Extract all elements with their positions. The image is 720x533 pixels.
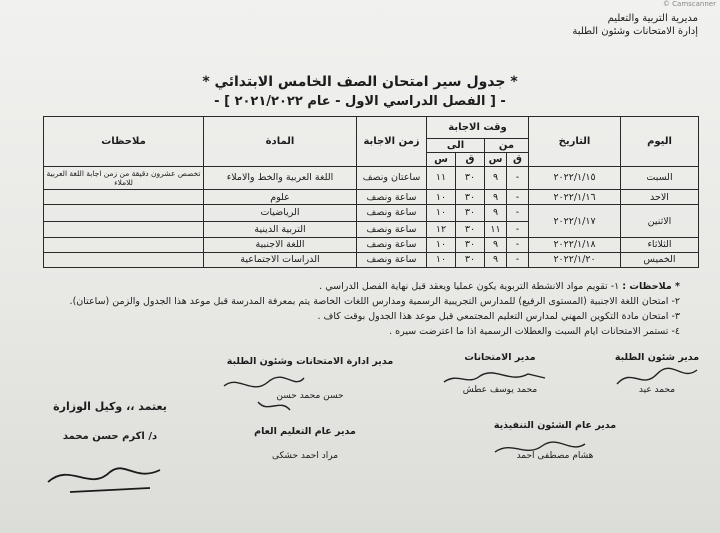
cell-duration: ساعتان ونصف <box>357 166 427 190</box>
cell-day: الخميس <box>621 252 699 267</box>
cell-duration: ساعة ونصف <box>357 190 427 205</box>
cell-from-m: - <box>507 252 529 267</box>
cell-to-h: ١٠ <box>427 252 456 267</box>
approval-label: يعتمد ،، وكيل الوزارة <box>53 400 167 413</box>
cell-duration: ساعة ونصف <box>357 237 427 252</box>
notes-section <box>70 279 680 339</box>
header-notes: ملاحظات <box>44 117 204 167</box>
signature-title: مدير ادارة الامتحانات وشئون الطلبة <box>226 356 394 367</box>
cell-date: ٢٠٢٢/١/١٦ <box>529 190 621 205</box>
table-row <box>44 237 699 252</box>
cell-to-h: ١٠ <box>427 190 456 205</box>
cell-date: ٢٠٢٢/١/٢٠ <box>529 252 621 267</box>
cell-date: ٢٠٢٢/١/١٧ <box>529 205 621 237</box>
cell-from-m: - <box>507 166 529 190</box>
cell-date: ٢٠٢٢/١/١٥ <box>529 166 621 190</box>
cell-to-m: ٣٠ <box>456 190 485 205</box>
cell-to-m: ٣٠ <box>456 166 485 190</box>
ministry-line-1: مديرية التربية والتعليم <box>607 13 698 24</box>
notes-label: * ملاحظات : <box>622 281 680 292</box>
table-row <box>44 166 699 190</box>
cell-to-h: ١٢ <box>427 221 456 237</box>
cell-from-m: - <box>507 237 529 252</box>
cell-from-h: ٩ <box>485 166 507 190</box>
approval-signature-mark <box>40 452 170 502</box>
signature-name: محمد عيد <box>638 385 676 395</box>
cell-to-h: ١١ <box>427 166 456 190</box>
note-item: ٤- تستمر الامتحانات ايام السبت والعطلات الرسمية اذا ما اعترضت سيره . <box>389 326 680 337</box>
cell-subject: اللغة الاجنبية <box>204 237 357 252</box>
cell-from-m: - <box>507 205 529 221</box>
header-from-h: س <box>485 152 507 166</box>
signature-mark-exams <box>440 364 550 390</box>
cell-to-m: ٣٠ <box>456 205 485 221</box>
header-date: التاريخ <box>529 117 621 167</box>
cell-from-m: - <box>507 190 529 205</box>
header-to-h: س <box>427 152 456 166</box>
cell-subject: اللغة العربية والخط والاملاء <box>204 166 357 190</box>
cell-note <box>44 237 204 252</box>
cell-subject: علوم <box>204 190 357 205</box>
cell-day: الاثنين <box>621 205 699 237</box>
cell-from-m: - <box>507 221 529 237</box>
signature-title: مدير عام الشئون التنفيذية <box>493 420 617 431</box>
header-from: من <box>485 138 529 152</box>
document-subtitle: - [ الفصل الدراسي الاول - عام ٢٠٢١/٢٠٢٢ ] - <box>214 94 506 109</box>
signature-general-education <box>225 426 385 461</box>
cell-subject: الدراسات الاجتماعية <box>204 252 357 267</box>
ministry-line-2: إدارة الامتحانات وشئون الطلبة <box>572 26 698 37</box>
cell-date: ٢٠٢٢/١/١٨ <box>529 237 621 252</box>
cell-to-m: ٣٠ <box>456 221 485 237</box>
signature-mark-students <box>612 362 702 392</box>
header-to-m: ق <box>456 152 485 166</box>
cell-from-h: ٩ <box>485 252 507 267</box>
header-time-group: وقت الاجابة <box>427 117 529 139</box>
cell-subject: الرياضيات <box>204 205 357 221</box>
cell-subject: التربية الدينية <box>204 221 357 237</box>
cell-day: السبت <box>621 166 699 190</box>
cell-duration: ساعة ونصف <box>357 205 427 221</box>
cell-duration: ساعة ونصف <box>357 221 427 237</box>
scanner-watermark: © Camscanner <box>662 0 716 8</box>
header-to: الى <box>427 138 485 152</box>
ministry-header <box>572 12 698 38</box>
document-title: * جدول سير امتحان الصف الخامس الابتدائي * <box>202 74 518 90</box>
cell-to-h: ١٠ <box>427 205 456 221</box>
cell-to-m: ٣٠ <box>456 237 485 252</box>
cell-from-h: ٩ <box>485 190 507 205</box>
approval-block <box>40 400 180 442</box>
signature-title: مدير شئون الطلبة <box>614 352 700 363</box>
cell-note <box>44 190 204 205</box>
table-row <box>44 190 699 205</box>
header-from-m: ق <box>507 152 529 166</box>
cell-note <box>44 252 204 267</box>
note-item: ١- تقويم مواد الانشطة التربوية يكون عمليا ويعقد قبل نهاية الفصل الدراسي . <box>319 281 620 292</box>
signature-name: حسن محمد حسن <box>276 391 344 401</box>
cell-from-h: ٩ <box>485 205 507 221</box>
signature-mark-admin <box>218 372 308 416</box>
cell-to-h: ١٠ <box>427 237 456 252</box>
cell-note <box>44 205 204 221</box>
signature-name: مراد احمد حشكى <box>271 451 339 461</box>
table-row <box>44 252 699 267</box>
cell-note <box>44 221 204 237</box>
signature-mark-executive <box>490 436 590 462</box>
table-row <box>44 205 699 221</box>
signature-title: مدير عام التعليم العام <box>254 426 356 437</box>
cell-to-m: ٣٠ <box>456 252 485 267</box>
cell-day: الثلاثاء <box>621 237 699 252</box>
signature-name: هشام مصطفى احمد <box>516 451 594 461</box>
signature-name: محمد يوسف عطش <box>462 385 538 395</box>
note-item: ٢- امتحان اللغة الاجنبية (المستوى الرفيع) للمدارس التجريبية الرسمية ومدارس اللغات الخاصة يتم بمعرفة المدرسة قبل موعد هذا الجدول والزمن (ساعتان). <box>69 296 680 307</box>
header-day: اليوم <box>621 117 699 167</box>
note-item: ٣- امتحان مادة التكوين المهني لمدارس التعليم المجتمعي قبل موعد هذا الجدول بوقت كاف . <box>317 311 680 322</box>
cell-duration: ساعة ونصف <box>357 252 427 267</box>
header-subject: المادة <box>204 117 357 167</box>
cell-from-h: ٩ <box>485 237 507 252</box>
cell-note: تخصص عشرون دقيقة من زمن اجابة اللغة العربية للاملاء <box>44 166 204 190</box>
cell-day: الاحد <box>621 190 699 205</box>
approval-name: د/ اكرم حسن محمد <box>62 431 158 442</box>
header-duration: زمن الاجابة <box>357 117 427 167</box>
exam-schedule-table <box>43 116 699 268</box>
cell-from-h: ١١ <box>485 221 507 237</box>
signature-title: مدير الامتحانات <box>464 352 536 363</box>
